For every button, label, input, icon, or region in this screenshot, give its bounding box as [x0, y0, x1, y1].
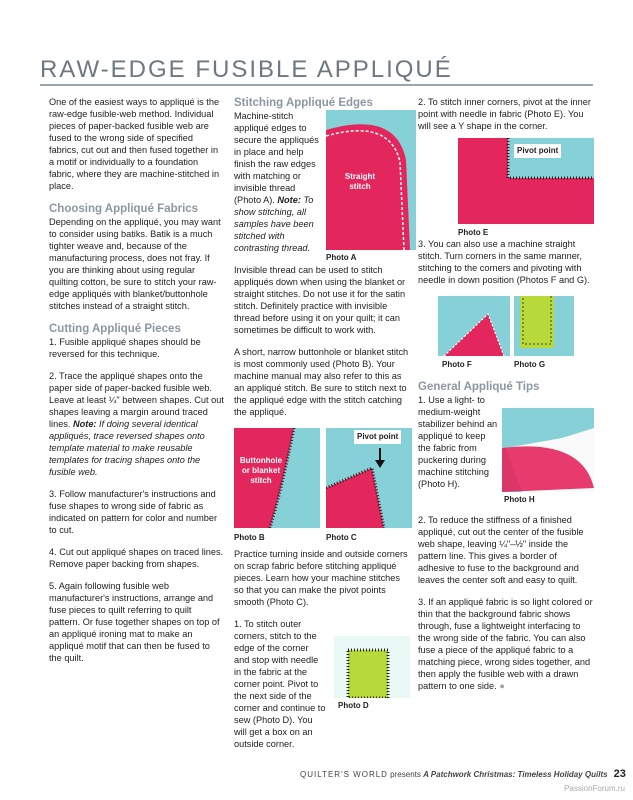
photo-a-caption: Straight stitch	[344, 172, 376, 191]
photo-e-image	[458, 138, 594, 224]
photo-e-block	[418, 138, 594, 238]
photo-g-image	[514, 296, 574, 356]
tip1-block	[418, 394, 594, 514]
photo-b-image	[234, 428, 320, 528]
intro-paragraph: One of the easiest ways to appliqué is the raw-edge fusible-web method. Individual pieces of paper-backed fusible web are fused to the wrong side of specified fabrics, cut out and then fused together in a motif or individually to a foundation fabric, where they are machine-stitched in place.	[49, 97, 220, 191]
photo-h-svg	[502, 408, 594, 492]
tip-1: 1. Use a light- to medium-weight stabilizer behind an appliqué to keep the fabric from puckering during machine stitching (Photo H).	[418, 395, 498, 489]
fabrics-paragraph: Depending on the appliqué, you may want to consider using batiks. Batik is a much tighter weave and, because of the manufacturing process, does not fray. If you are thinking about using regular quilting cotton, be sure to stitch your raw-edge appliqués with blanket/buttonhole stitches instead of a straight stitch.	[49, 217, 221, 311]
page-number: 23	[613, 768, 626, 780]
column-3	[418, 96, 594, 702]
photo-b-caption: Buttonhole or blanket stitch	[239, 456, 283, 485]
photos-bc	[234, 428, 410, 548]
heading-tips: General Appliqué Tips	[418, 381, 540, 393]
heading-fabrics: Choosing Appliqué Fabrics	[49, 203, 199, 215]
footer-book: A Patchwork Christmas: Timeless Holiday Quilts	[423, 770, 608, 779]
photo-h-label: Photo H	[504, 495, 535, 504]
photo-a-label: Photo A	[326, 253, 357, 262]
step-5: 5. Again following fusible web manufacturer's instructions, arrange and fuse pieces to quilt referring to quilt pattern. Or fuse together shapes on top of an appliqué ironing mat to make an appliqué motif that can then be fused to the quilt.	[49, 581, 220, 663]
photo-c-label: Photo C	[326, 533, 357, 542]
straight-paragraph: 3. You can also use a machine straight stitch. Turn corners in the same manner, stitching to the corners and pivoting with needle in down position (Photos F and G).	[418, 239, 590, 285]
practice-paragraph: Practice turning inside and outside corners on scrap fabric before stitching appliqué pieces. Learn how your machine stitches so that you can make the pivot points smooth (Photo C).	[234, 549, 408, 607]
photo-f-applique	[444, 314, 504, 356]
footer-brand: QUILTER'S WORLD	[300, 770, 388, 779]
step-2: 2. Trace the appliqué shapes onto the paper side of paper-backed fusible web. Leave at least ¼" between shapes. Cut out shapes leaving a margin around traced lines. Note: If doing several identical appliqués, trace reversed shapes onto template material to make reusable templates for tracing shapes onto the fusible web.	[49, 371, 224, 477]
footer	[300, 768, 626, 780]
photo-d-svg	[334, 636, 410, 698]
photo-h-image	[502, 408, 594, 492]
photo-g-applique	[520, 296, 554, 348]
column-2	[234, 96, 410, 749]
photo-a-image	[326, 110, 416, 250]
tip-3: 3. If an appliqué fabric is so light colored or thin that the background fabric shows through, fuse a lightweight interfacing to the wrong side of the fabric. You can also fuse a piece of the appliqué fabric to a matching piece, wrong sides together, and then apply the fusible web with a drawn pattern to one side. ●	[418, 597, 593, 691]
photo-d-image	[334, 636, 410, 698]
edges-note-label: Note:	[277, 195, 301, 205]
photo-b-label: Photo B	[234, 533, 265, 542]
photo-f-label: Photo F	[442, 360, 472, 369]
step-1: 1. Fusible appliqué shapes should be reversed for this technique.	[49, 337, 201, 359]
note-label: Note:	[73, 419, 97, 429]
tip-2: 2. To reduce the stiffness of a finished appliqué, cut out the center of the fusible web shape, leaving ¼"–½" inside the pattern line. This gives a border of adhesive to fuse to the background and leaves the center soft and easy to quilt.	[418, 515, 584, 585]
photo-g-svg	[514, 296, 574, 356]
footer-presents: presents	[387, 770, 424, 779]
photo-c-image	[326, 428, 412, 528]
watermark: PassionForum.ru	[564, 784, 625, 793]
edges-note-text: To show stitching, all samples have been stitched with contrasting thread.	[234, 195, 314, 253]
heading-edges: Stitching Appliqué Edges	[234, 97, 373, 109]
edges-block	[234, 110, 410, 262]
edges-text: Machine-stitch appliqué edges to secure the appliqués in place and help finish the raw edges with matching or invisible thread (Photo A).	[234, 111, 319, 205]
photo-e-label: Photo E	[458, 228, 489, 237]
pivot-arrowhead-c	[375, 460, 385, 468]
photo-f-image	[438, 296, 510, 356]
invisible-paragraph: Invisible thread can be used to stitch appliqués down when using the blanket or straight stitches. Do not use it for the satin stitch. Definitely practice with invisible thread before using it on your quilt; it can sometimes be difficult to work with.	[234, 265, 406, 335]
outer-paragraph: 1. To stitch outer corners, stitch to the edge of the corner and stop with needle in the fabric at the corner point. Pivot to the next side of the corner and continue to sew (Photo D). You will get a box on an outside corner.	[234, 619, 326, 749]
title-rule	[40, 84, 593, 86]
buttonhole-paragraph: A short, narrow buttonhole or blanket stitch is most commonly used (Photo B). Your machine manual may also refer to this as an appliqué stitch. Be sure to stitch next to the appliqué edge with the stitch catching the appliqué.	[234, 347, 409, 417]
inner-paragraph: 2. To stitch inner corners, pivot at the inner point with needle in fabric (Photo E). You will see a Y shape in the corner.	[418, 97, 591, 131]
end-mark-icon: ●	[499, 681, 505, 691]
step-3: 3. Follow manufacturer's instructions and fuse shapes to wrong side of fabric as indicated on pattern for color and number to cut.	[49, 489, 218, 535]
page-title: RAW-EDGE FUSIBLE APPLIQUÉ	[40, 56, 453, 83]
heading-cutting: Cutting Appliqué Pieces	[49, 323, 181, 335]
photos-fg	[418, 296, 594, 372]
outer-block	[234, 618, 410, 749]
column-1	[49, 96, 225, 674]
photo-g-label: Photo G	[514, 360, 546, 369]
photo-d-label: Photo D	[338, 701, 369, 710]
photo-d-applique	[348, 650, 388, 698]
photo-c-pivot-label: Pivot point	[354, 430, 401, 444]
photo-e-pivot-label: Pivot point	[514, 144, 561, 158]
photo-f-svg	[438, 296, 510, 356]
note-text: If doing several identical appliqués, trace reversed shapes onto template material to make reusable templates for tracing shapes onto the fusible web.	[49, 419, 205, 477]
step-4: 4. Cut out appliqué shapes on traced lines. Remove paper backing from shapes.	[49, 547, 224, 569]
